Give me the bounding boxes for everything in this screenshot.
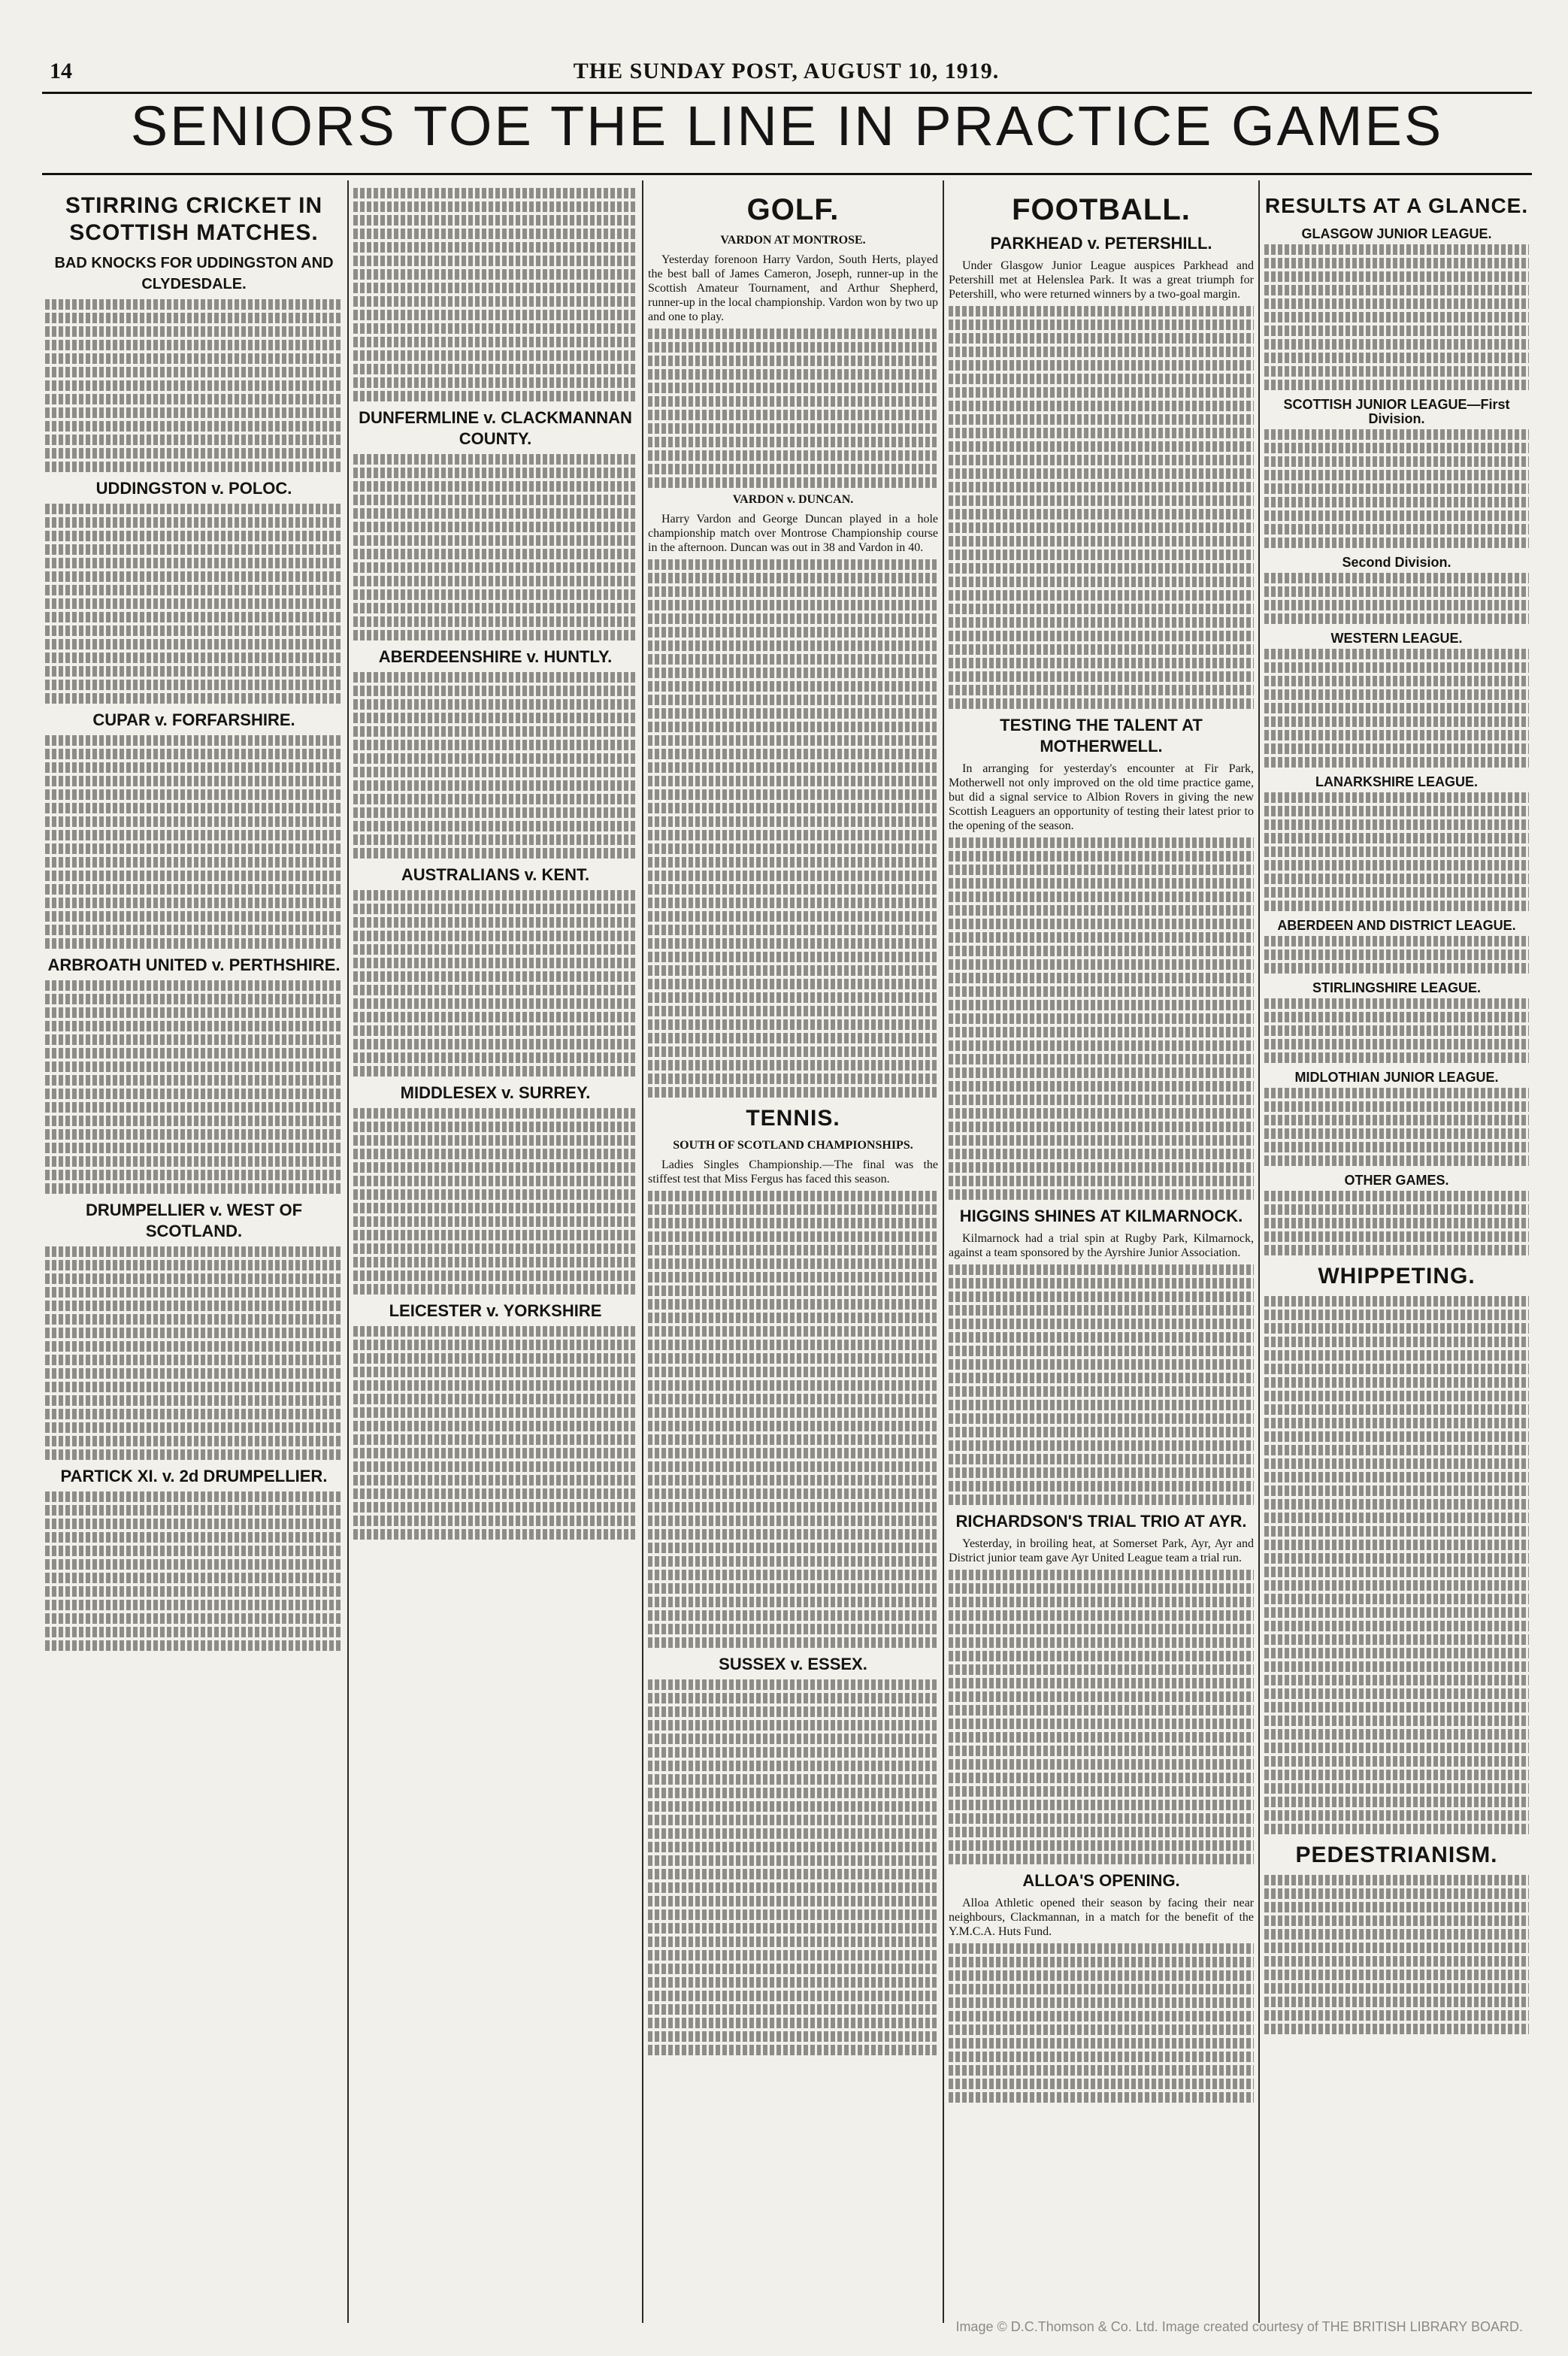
column-football	[949, 185, 1254, 2320]
match-heading: DUNFERMLINE v. CLACKMANNAN COUNTY.	[359, 408, 632, 448]
league-heading: MIDLOTHIAN JUNIOR LEAGUE.	[1294, 1070, 1499, 1085]
column-rule	[642, 180, 643, 2323]
league-heading: SCOTTISH JUNIOR LEAGUE—First Division.	[1283, 397, 1510, 426]
column-rule	[1258, 180, 1260, 2323]
match-heading: ABERDEENSHIRE v. HUNTLY.	[378, 647, 613, 666]
match-heading: PARKHEAD v. PETERSHILL.	[990, 234, 1212, 253]
page-number: 14	[50, 59, 72, 83]
football-heading: FOOTBALL.	[1012, 193, 1191, 226]
match-heading: LEICESTER v. YORKSHIRE	[389, 1301, 602, 1320]
cricket-headline: STIRRING CRICKET IN SCOTTISH MATCHES.	[65, 193, 323, 245]
match-heading: TESTING THE TALENT AT MOTHERWELL.	[1000, 716, 1203, 756]
image-credit: Image © D.C.Thomson & Co. Ltd. Image created courtesy of THE BRITISH LIBRARY BOARD.	[955, 2319, 1523, 2334]
match-heading: MIDDLESEX v. SURREY.	[400, 1083, 591, 1102]
match-heading: SUSSEX v. ESSEX.	[719, 1655, 867, 1673]
match-report: Yesterday, in broiling heat, at Somerset Park, Ayr, Ayr and District junior team gave Ayr United League team a trial run.	[949, 1537, 1254, 1564]
match-report: Under Glasgow Junior League auspices Parkhead and Petershill met at Helenslea Park. It was a great triumph for Petershill, who were returned winners by a two-goal margin.	[949, 259, 1254, 301]
match-heading: CUPAR v. FORFARSHIRE.	[92, 710, 295, 729]
league-heading: WESTERN LEAGUE.	[1330, 631, 1463, 646]
column-cricket-england	[353, 185, 637, 2320]
match-report: In arranging for yesterday's encounter at Fir Park, Motherwell not only improved on the old time practice game, but did a signal service to Albion Rovers in giving the new Scottish Leaguers an opportunity of testing their latest prior to the opening of the season.	[949, 762, 1254, 832]
golf-subheading: VARDON v. DUNCAN.	[732, 493, 854, 506]
league-heading: OTHER GAMES.	[1344, 1173, 1449, 1188]
match-heading: PARTICK XI. v. 2d DRUMPELLIER.	[60, 1467, 328, 1485]
scorecard-block	[353, 890, 637, 1077]
league-heading: Second Division.	[1342, 555, 1451, 570]
results-heading: RESULTS AT A GLANCE.	[1264, 194, 1529, 217]
tennis-subheading: SOUTH OF SCOTLAND CHAMPIONSHIPS.	[673, 1139, 913, 1152]
golf-heading: GOLF.	[746, 193, 840, 226]
match-heading: ARBROATH UNITED v. PERTHSHIRE.	[47, 955, 341, 974]
scorecard-block	[45, 1491, 343, 1651]
league-heading: STIRLINGSHIRE LEAGUE.	[1312, 980, 1481, 995]
scorecard-block	[353, 188, 637, 401]
match-heading: RICHARDSON'S TRIAL TRIO AT AYR.	[955, 1512, 1247, 1531]
league-heading: GLASGOW JUNIOR LEAGUE.	[1301, 226, 1492, 241]
match-heading: UDDINGSTON v. POLOC.	[95, 479, 292, 498]
column-golf-tennis	[648, 185, 938, 2320]
column-rule	[943, 180, 944, 2323]
column-cricket-scotland	[45, 185, 343, 2320]
golf-report: Yesterday forenoon Harry Vardon, South Herts, played the best ball of James Cameron, Joseph, runner-up in the Scottish Amateur Tournament, and Arthur Shepherd, runner-up in the local championship. Vardon won by two up and one to play.	[648, 253, 938, 323]
cricket-subheadline: BAD KNOCKS FOR UDDINGSTON AND CLYDESDALE.	[54, 255, 334, 292]
match-heading: AUSTRALIANS v. KENT.	[401, 865, 590, 884]
pedestrianism-heading: PEDESTRIANISM.	[1295, 1843, 1498, 1867]
golf-report: Harry Vardon and George Duncan played in a hole championship match over Montrose Championship course in the afternoon. Duncan was out in 38 and Vardon in 40.	[648, 513, 938, 554]
masthead-rule	[42, 92, 1532, 94]
league-heading: LANARKSHIRE LEAGUE.	[1315, 774, 1478, 789]
match-heading: ALLOA'S OPENING.	[1022, 1871, 1180, 1890]
scorecard-block	[353, 454, 637, 640]
golf-subheading: VARDON AT MONTROSE.	[720, 234, 866, 247]
masthead	[42, 59, 1530, 89]
column-rule	[347, 180, 349, 2323]
match-report: Kilmarnock had a trial spin at Rugby Park, Kilmarnock, against a team sponsored by the Ayrshire Junior Association.	[949, 1232, 1254, 1259]
tennis-report: Ladies Singles Championship.—The final was the stiffest test that Miss Fergus has faced this season.	[648, 1158, 938, 1186]
match-report: Alloa Athletic opened their season by facing their near neighbours, Clackmannan, in a match for the benefit of the Y.M.C.A. Huts Fund.	[949, 1897, 1254, 1938]
scorecard-block	[45, 299, 343, 472]
league-heading: ABERDEEN AND DISTRICT LEAGUE.	[1277, 918, 1516, 933]
scorecard-block	[45, 1246, 343, 1460]
scorecard-block	[353, 1108, 637, 1295]
scorecard-block	[353, 672, 637, 859]
scorecard-block	[45, 504, 343, 704]
headline-rule	[42, 173, 1532, 175]
tennis-heading: TENNIS.	[746, 1106, 840, 1131]
whippeting-heading: WHIPPETING.	[1318, 1264, 1476, 1289]
column-results	[1264, 185, 1529, 2320]
dateline: THE SUNDAY POST, AUGUST 10, 1919.	[573, 59, 1000, 83]
page-headline: SENIORS TOE THE LINE IN PRACTICE GAMES	[130, 95, 1444, 157]
scorecard-block	[353, 1326, 637, 1540]
match-heading: HIGGINS SHINES AT KILMARNOCK.	[959, 1207, 1243, 1225]
match-heading: DRUMPELLIER v. WEST OF SCOTLAND.	[85, 1201, 303, 1240]
scorecard-block	[45, 980, 343, 1194]
scorecard-block	[45, 735, 343, 949]
